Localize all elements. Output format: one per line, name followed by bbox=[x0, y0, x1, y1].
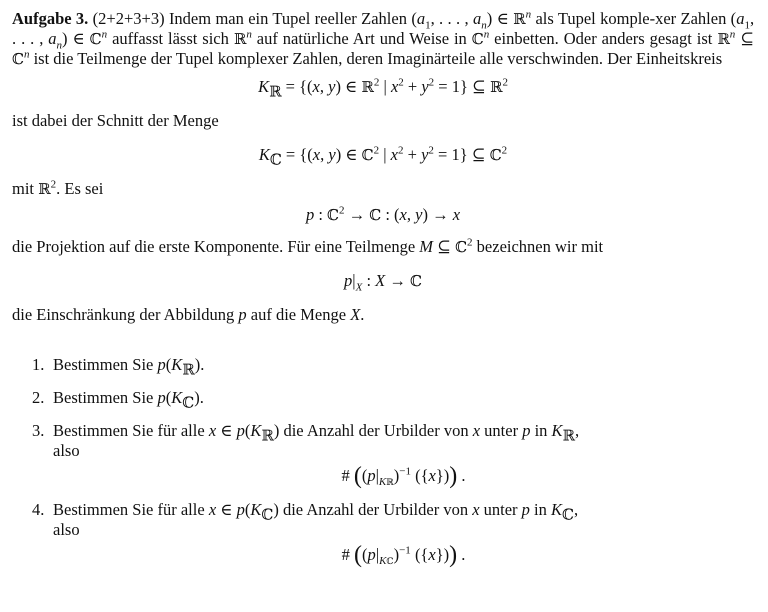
text-mit: mit bbox=[12, 179, 35, 198]
text-restriction: die Einschränkung der Abbildung p auf die Menge X. bbox=[12, 305, 365, 324]
intro-text-3: auffasst lässt sich bbox=[112, 29, 229, 48]
task-text-b: die Anzahl der Urbilder von bbox=[283, 421, 469, 440]
text-projection: die Projektion auf die erste Komponente. Für eine Teilmenge M ⊆ ℂ$^2$ bezeichnen wir mit bbox=[12, 236, 604, 256]
task-text-b: die Anzahl der Urbilder von bbox=[282, 500, 469, 519]
exercise-heading: Aufgabe 3. bbox=[12, 9, 89, 28]
text-projection-b: bezeichnen wir mit bbox=[476, 237, 604, 256]
task-list bbox=[12, 355, 754, 568]
task-also: also bbox=[53, 441, 80, 460]
intro-text-2: als Tupel komple-xer Zahlen bbox=[535, 9, 727, 28]
task-item-3: 3. Bestimmen Sie für alle x ∈ $p(K_ℝ)$ die Anzahl der Urbilder von x unter p in $K_ℝ$, also # ($(p|_{Kℝ})^{-1}$ ({x})) . bbox=[53, 421, 754, 486]
task-item-1: 1. Bestimmen Sie $p(K_ℝ)$. bbox=[32, 355, 205, 379]
text-restriction-b: auf die Menge bbox=[250, 305, 347, 324]
task-item-4: 4. Bestimmen Sie für alle x ∈ $p(K_ℂ)$ die Anzahl der Urbilder von x unter p in $K_ℂ$, also # ($(p|_{Kℂ})^{-1}$ ({x})) . bbox=[53, 500, 754, 565]
unit-circle-complex: $K_ℂ = \{(x$, y) ∈ ℂ$^2$ | $x^2 + y^2 = 1$} ⊆ ℂ$^2$ bbox=[258, 144, 508, 169]
task-text: Bestimmen Sie bbox=[53, 355, 154, 374]
task-number: 1. bbox=[32, 355, 45, 374]
task-number: 4. bbox=[32, 500, 45, 519]
task-item-2: 2. Bestimmen Sie $p(K_ℂ)$. bbox=[32, 388, 204, 412]
task-text-d: in bbox=[534, 500, 547, 519]
exercise-intro: Aufgabe 3. (2+2+3+3) Indem man ein Tupel reeller Zahlen ($a_1$, . . . , $a_n$) ∈ ℝ$^n$ als Tupel komple-xer Zahlen ($a_1$, . . . , $a_n$) ∈ ℂ$^n$ auffasst lässt sich ℝ$^n$ auf natürliche Art und Weise in ℂ$^n$ einbetten. Oder anders gesagt ist ℝ$^n$ ⊆ ℂ$^n$ ist die Teilmenge der Tupel komplexer Zahlen, deren Imaginärteile alle verschwinden. Der Einheitskreis bbox=[12, 8, 755, 68]
task-text-c: unter bbox=[483, 500, 518, 519]
task-number: 3. bbox=[32, 421, 45, 440]
task-text-a: Bestimmen Sie für alle bbox=[53, 500, 205, 519]
preimage-count-real: # ($(p|_{Kℝ})^{-1}$ ({x})) . bbox=[341, 463, 466, 489]
task-also: also bbox=[53, 520, 80, 539]
text-schnitt: ist dabei der Schnitt der Menge bbox=[12, 111, 219, 130]
task-text-d: in bbox=[534, 421, 548, 440]
text-projection-a: die Projektion auf die erste Komponente. Für eine Teilmenge bbox=[12, 237, 416, 256]
task-text: Bestimmen Sie bbox=[53, 388, 154, 407]
task-number: 2. bbox=[32, 388, 45, 407]
task-text-c: unter bbox=[484, 421, 519, 440]
intro-text-4: auf natürliche Art und Weise in bbox=[256, 29, 467, 48]
text-es-sei: mit ℝ$^2$. Es sei bbox=[12, 178, 104, 198]
unit-circle-real: $K_ℝ = \{(x$, y) ∈ ℝ$^2$ | $x^2 + y^2 = 1$} ⊆ ℝ$^2$ bbox=[258, 76, 508, 101]
preimage-count-complex: # ($(p|_{Kℂ})^{-1}$ ({x})) . bbox=[341, 542, 466, 568]
intro-text-5: einbetten. Oder anders gesagt ist bbox=[494, 29, 713, 48]
text-restriction-a: die Einschränkung der Abbildung bbox=[12, 305, 235, 324]
restriction-formula: $p|_X$ : X → ℂ bbox=[344, 271, 422, 294]
projection-formula: p : ℂ$^2$ → ℂ : (x, y) → x bbox=[305, 204, 461, 224]
intro-text-1: Indem man ein Tupel reeller Zahlen bbox=[168, 9, 407, 28]
exercise-points: (2+2+3+3) bbox=[92, 9, 165, 28]
intro-text-6: ist die Teilmenge der Tupel komplexer Zahlen, deren Imaginärteile alle verschwinden. Der Einheitskreis bbox=[33, 49, 723, 68]
task-text-a: Bestimmen Sie für alle bbox=[53, 421, 205, 440]
text-es-sei-tail: . Es sei bbox=[56, 179, 104, 198]
